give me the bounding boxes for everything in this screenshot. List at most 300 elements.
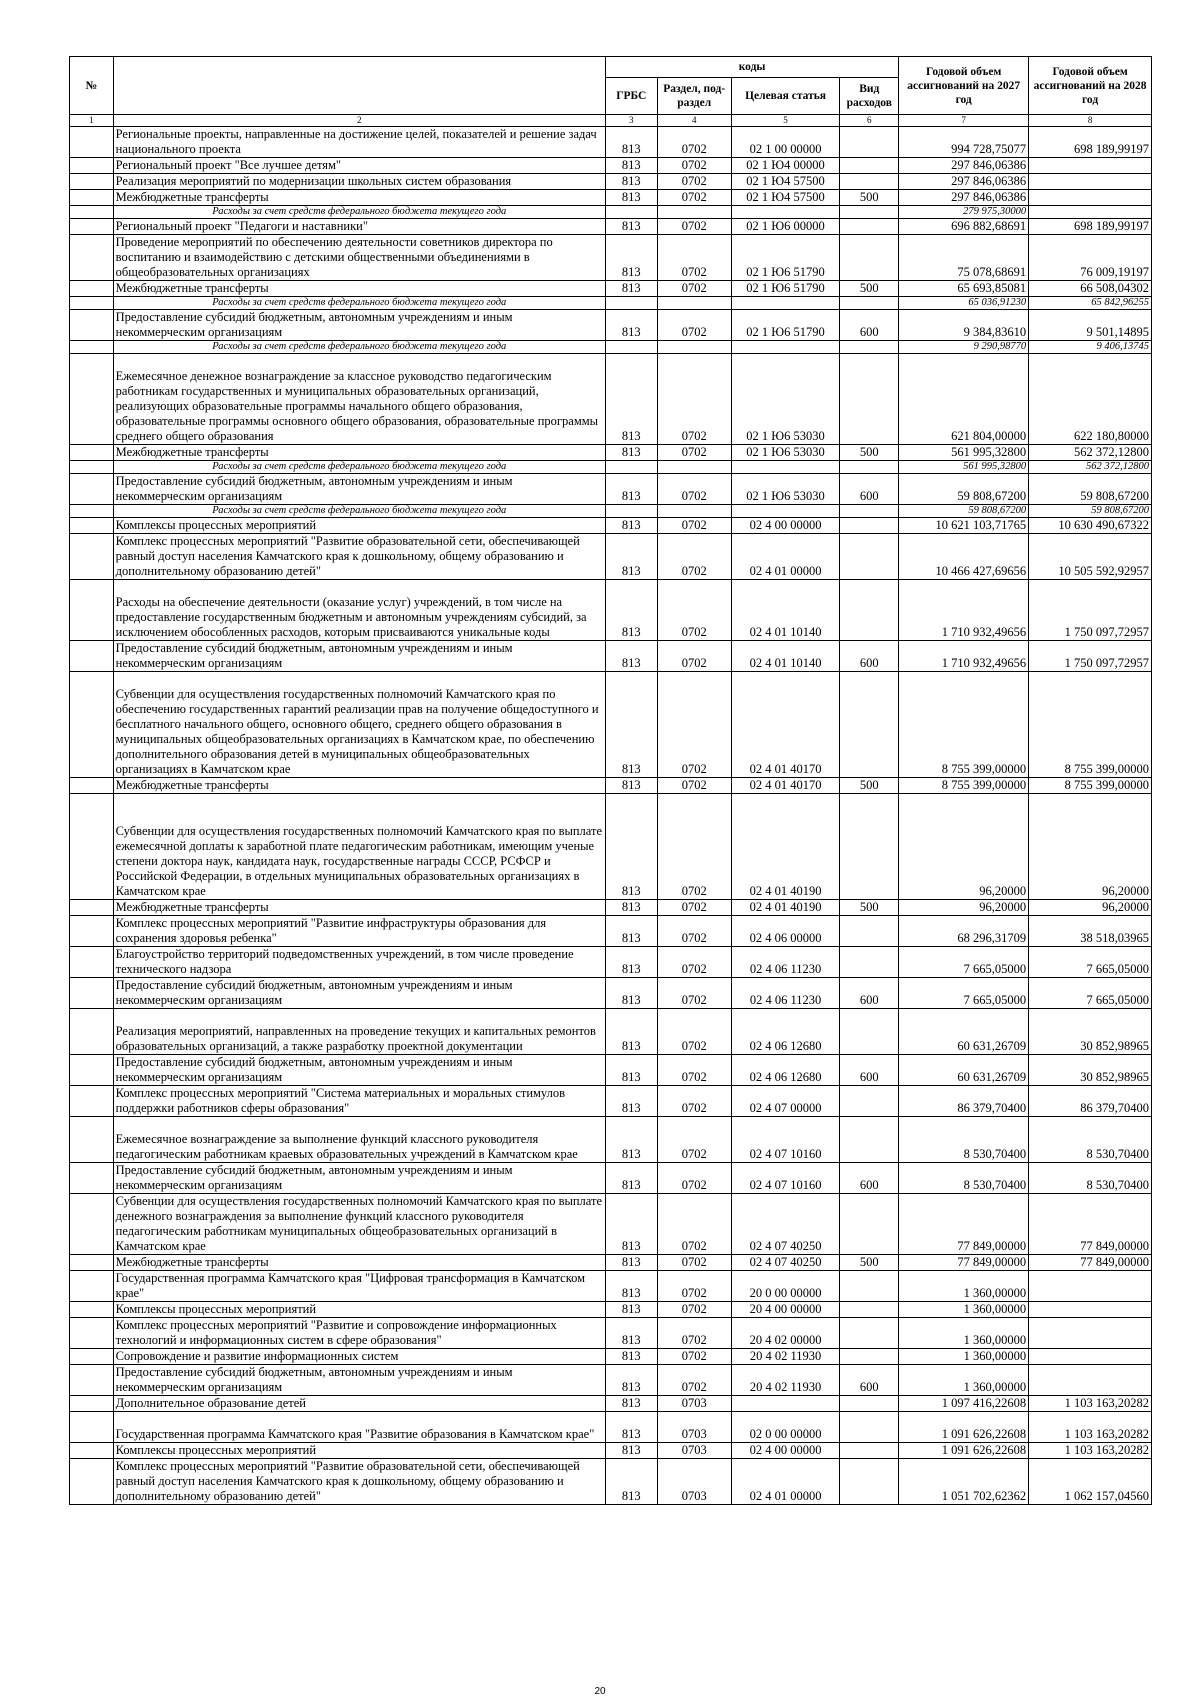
expense-type-cell [840,1302,899,1318]
amount-2028-cell: 1 103 163,20282 [1029,1396,1152,1412]
amount-2028-cell: 9 501,14895 [1029,310,1152,341]
amount-2027-cell: 96,20000 [899,900,1029,916]
section-cell: 0702 [657,174,731,190]
row-name-cell: Субвенции для осуществления государственных полномочий Камчатского края по выплате денежного вознаграждения за выполнение функций классного руководителя педагогическим работникам муниципальных общеобразовательных организаций в Камчатском крае [113,1194,605,1255]
amount-2027-cell: 7 665,05000 [899,947,1029,978]
amount-2028-cell: 1 103 163,20282 [1029,1412,1152,1443]
target-article-cell: 02 1 Ю6 53030 [731,354,840,445]
table-row [70,947,1152,978]
table-row [70,1302,1152,1318]
row-name-cell: Расходы на обеспечение деятельности (оказание услуг) учреждений, в том числе на предоставление государственным бюджетным и автономным учреждениям субсидий, за исключением обособленных расходов, которым присваиваются уникальные коды [113,580,605,641]
row-name-cell: Межбюджетные трансферты [113,281,605,297]
section-cell: 0702 [657,672,731,778]
amount-2028-cell: 77 849,00000 [1029,1255,1152,1271]
federal-funds-row [70,461,1152,474]
federal-funds-row [70,341,1152,354]
amount-2028-cell: 622 180,80000 [1029,354,1152,445]
row-number-cell [70,1194,114,1255]
expense-type-cell [840,235,899,281]
amount-2027-cell: 75 078,68691 [899,235,1029,281]
row-name-cell: Предоставление субсидий бюджетным, автономным учреждениям и иным некоммерческим организациям [113,1055,605,1086]
section-cell: 0702 [657,534,731,580]
grbs-cell: 813 [605,281,657,297]
grbs-cell: 813 [605,1009,657,1055]
amount-2028-cell: 96,20000 [1029,900,1152,916]
amount-2027-cell: 65 693,85081 [899,281,1029,297]
target-article-cell: 02 1 Ю6 53030 [731,474,840,505]
section-cell [657,505,731,518]
section-cell: 0702 [657,474,731,505]
target-article-cell [731,1396,840,1412]
expense-type-cell [840,1009,899,1055]
row-number-cell [70,310,114,341]
target-article-cell [731,206,840,219]
row-name-cell: Дополнительное образование детей [113,1396,605,1412]
section-cell: 0702 [657,1318,731,1349]
target-article-cell: 02 4 01 40170 [731,778,840,794]
row-name-cell: Предоставление субсидий бюджетным, автономным учреждениям и иным некоммерческим организациям [113,1163,605,1194]
row-number-cell [70,1318,114,1349]
row-name-cell: Межбюджетные трансферты [113,778,605,794]
amount-2028-cell: 38 518,03965 [1029,916,1152,947]
section-cell: 0702 [657,127,731,158]
grbs-cell: 813 [605,778,657,794]
col-num: 1 [70,115,114,127]
amount-2027-cell: 1 091 626,22608 [899,1412,1029,1443]
section-cell: 0702 [657,219,731,235]
section-cell: 0702 [657,1009,731,1055]
table-row [70,1318,1152,1349]
row-name-cell: Комплексы процессных мероприятий [113,518,605,534]
row-name-cell: Ежемесячное денежное вознаграждение за классное руководство педагогическим работникам государственных и муниципальных образовательных организаций, реализующих образовательные программы начального общего образования, образовательные программы основного общего образования, образовательные программы среднего общего образования [113,354,605,445]
target-article-cell: 02 4 06 12680 [731,1055,840,1086]
amount-2028-cell: 1 750 097,72957 [1029,641,1152,672]
row-number-cell [70,1459,114,1505]
row-name-cell: Комплекс процессных мероприятий "Развитие образовательной сети, обеспечивающей равный доступ населения Камчатского края к дошкольному, общему образованию и дополнительному образованию детей" [113,534,605,580]
amount-2027-cell: 696 882,68691 [899,219,1029,235]
row-name-cell: Государственная программа Камчатского края "Развитие образования в Камчатском крае" [113,1412,605,1443]
table-row [70,534,1152,580]
row-name-cell: Комплекс процессных мероприятий "Система материальных и моральных стимулов поддержки работников сферы образования" [113,1086,605,1117]
col-num: 8 [1029,115,1152,127]
target-article-cell: 02 4 06 11230 [731,978,840,1009]
expense-type-cell: 500 [840,900,899,916]
amount-2028-cell: 8 755 399,00000 [1029,672,1152,778]
amount-2028-cell: 65 842,96255 [1029,297,1152,310]
row-name-cell: Расходы за счет средств федерального бюджета текущего года [113,297,605,310]
row-name-cell: Комплексы процессных мероприятий [113,1302,605,1318]
amount-2028-cell: 59 808,67200 [1029,505,1152,518]
grbs-cell [605,505,657,518]
page-number: 20 [594,1686,606,1697]
section-cell: 0702 [657,641,731,672]
row-number-cell [70,1117,114,1163]
amount-2027-cell: 10 621 103,71765 [899,518,1029,534]
row-name-cell: Региональный проект "Педагоги и наставники" [113,219,605,235]
table-row [70,916,1152,947]
header-exp-type: Вид расходов [840,78,899,115]
target-article-cell: 02 4 01 40170 [731,672,840,778]
row-number-cell [70,1396,114,1412]
header-2028: Годовой объем ассигнований на 2028 год [1029,57,1152,115]
col-num: 6 [840,115,899,127]
amount-2027-cell: 7 665,05000 [899,978,1029,1009]
table-row [70,445,1152,461]
amount-2028-cell: 86 379,70400 [1029,1086,1152,1117]
grbs-cell: 813 [605,1365,657,1396]
row-number-cell [70,461,114,474]
grbs-cell: 813 [605,354,657,445]
amount-2027-cell: 77 849,00000 [899,1255,1029,1271]
table-row [70,978,1152,1009]
federal-funds-row [70,206,1152,219]
grbs-cell: 813 [605,947,657,978]
expense-type-cell [840,158,899,174]
section-cell [657,461,731,474]
amount-2027-cell: 1 710 932,49656 [899,580,1029,641]
section-cell: 0702 [657,1365,731,1396]
target-article-cell: 02 4 01 40190 [731,900,840,916]
grbs-cell: 813 [605,1086,657,1117]
grbs-cell [605,461,657,474]
section-cell: 0702 [657,1055,731,1086]
row-number-cell [70,1163,114,1194]
expense-type-cell [840,1412,899,1443]
section-cell: 0703 [657,1443,731,1459]
amount-2027-cell: 621 804,00000 [899,354,1029,445]
col-num: 5 [731,115,840,127]
amount-2028-cell: 77 849,00000 [1029,1194,1152,1255]
amount-2028-cell [1029,158,1152,174]
col-num: 7 [899,115,1029,127]
table-row [70,281,1152,297]
row-number-cell [70,235,114,281]
col-num: 4 [657,115,731,127]
table-row [70,580,1152,641]
amount-2028-cell: 9 406,13745 [1029,341,1152,354]
target-article-cell: 02 4 01 00000 [731,534,840,580]
table-row [70,1009,1152,1055]
amount-2028-cell: 8 530,70400 [1029,1117,1152,1163]
row-name-cell: Расходы за счет средств федерального бюджета текущего года [113,461,605,474]
section-cell: 0702 [657,158,731,174]
grbs-cell [605,297,657,310]
grbs-cell: 813 [605,794,657,900]
table-row [70,1194,1152,1255]
amount-2027-cell: 8 755 399,00000 [899,778,1029,794]
table-row [70,518,1152,534]
table-row [70,1365,1152,1396]
section-cell: 0702 [657,518,731,534]
row-number-cell [70,474,114,505]
row-number-cell [70,794,114,900]
amount-2028-cell: 10 505 592,92957 [1029,534,1152,580]
row-name-cell: Государственная программа Камчатского края "Цифровая трансформация в Камчатском крае" [113,1271,605,1302]
grbs-cell: 813 [605,900,657,916]
row-name-cell: Комплекс процессных мероприятий "Развитие образовательной сети, обеспечивающей равный доступ населения Камчатского края к дошкольному, общему образованию и дополнительному образованию детей" [113,1459,605,1505]
amount-2028-cell: 8 755 399,00000 [1029,778,1152,794]
table-row [70,900,1152,916]
target-article-cell [731,341,840,354]
table-row [70,1412,1152,1443]
section-cell: 0702 [657,1302,731,1318]
amount-2028-cell [1029,174,1152,190]
row-name-cell: Расходы за счет средств федерального бюджета текущего года [113,341,605,354]
amount-2028-cell [1029,1271,1152,1302]
grbs-cell: 813 [605,1349,657,1365]
amount-2027-cell: 994 728,75077 [899,127,1029,158]
amount-2028-cell: 10 630 490,67322 [1029,518,1152,534]
amount-2028-cell: 30 852,98965 [1029,1055,1152,1086]
row-name-cell: Межбюджетные трансферты [113,1255,605,1271]
table-row [70,1396,1152,1412]
row-number-cell [70,580,114,641]
amount-2027-cell: 561 995,32800 [899,461,1029,474]
target-article-cell: 02 1 00 00000 [731,127,840,158]
target-article-cell: 02 1 Ю6 53030 [731,445,840,461]
row-number-cell [70,445,114,461]
header-grbs: ГРБС [605,78,657,115]
expense-type-cell [840,297,899,310]
row-name-cell: Ежемесячное вознаграждение за выполнение функций классного руководителя педагогическим работникам краевых образовательных учреждений в Камчатском крае [113,1117,605,1163]
row-name-cell: Межбюджетные трансферты [113,445,605,461]
section-cell: 0702 [657,1086,731,1117]
grbs-cell: 813 [605,1117,657,1163]
amount-2028-cell: 698 189,99197 [1029,127,1152,158]
table-row [70,354,1152,445]
amount-2027-cell: 9 290,98770 [899,341,1029,354]
expense-type-cell [840,947,899,978]
row-number-cell [70,1086,114,1117]
header-2027: Годовой объем ассигнований на 2027 год [899,57,1029,115]
amount-2027-cell: 297 846,06386 [899,158,1029,174]
amount-2027-cell: 68 296,31709 [899,916,1029,947]
amount-2028-cell [1029,1365,1152,1396]
row-name-cell: Расходы за счет средств федерального бюджета текущего года [113,505,605,518]
target-article-cell: 02 4 07 40250 [731,1194,840,1255]
amount-2027-cell: 96,20000 [899,794,1029,900]
expense-type-cell [840,518,899,534]
grbs-cell [605,341,657,354]
expense-type-cell: 600 [840,474,899,505]
expense-type-cell: 500 [840,1255,899,1271]
section-cell: 0702 [657,235,731,281]
amount-2028-cell: 7 665,05000 [1029,947,1152,978]
amount-2027-cell: 1 097 416,22608 [899,1396,1029,1412]
table-row [70,127,1152,158]
grbs-cell: 813 [605,1163,657,1194]
row-number-cell [70,916,114,947]
grbs-cell: 813 [605,641,657,672]
col-num: 2 [113,115,605,127]
header-codes: коды [605,57,898,78]
row-name-cell: Региональные проекты, направленные на достижение целей, показателей и решение задач национального проекта [113,127,605,158]
target-article-cell: 02 4 06 11230 [731,947,840,978]
row-name-cell: Предоставление субсидий бюджетным, автономным учреждениям и иным некоммерческим организациям [113,1365,605,1396]
grbs-cell: 813 [605,1255,657,1271]
target-article-cell: 20 4 02 11930 [731,1365,840,1396]
row-name-cell: Сопровождение и развитие информационных систем [113,1349,605,1365]
table-row [70,174,1152,190]
grbs-cell: 813 [605,235,657,281]
amount-2028-cell [1029,206,1152,219]
expense-type-cell [840,354,899,445]
row-number-cell [70,1302,114,1318]
expense-type-cell [840,580,899,641]
expense-type-cell: 600 [840,978,899,1009]
target-article-cell: 02 1 Ю4 57500 [731,174,840,190]
table-row [70,641,1152,672]
table-row [70,794,1152,900]
row-number-cell [70,978,114,1009]
target-article-cell: 02 4 06 00000 [731,916,840,947]
federal-funds-row [70,297,1152,310]
table-row [70,158,1152,174]
target-article-cell: 02 1 Ю6 51790 [731,235,840,281]
row-number-cell [70,1443,114,1459]
row-name-cell: Благоустройство территорий подведомственных учреждений, в том числе проведение технического надзора [113,947,605,978]
row-name-cell: Предоставление субсидий бюджетным, автономным учреждениям и иным некоммерческим организациям [113,978,605,1009]
row-number-cell [70,518,114,534]
section-cell: 0702 [657,310,731,341]
row-number-cell [70,672,114,778]
target-article-cell: 02 4 00 00000 [731,518,840,534]
col-num: 3 [605,115,657,127]
grbs-cell: 813 [605,1412,657,1443]
amount-2027-cell: 8 530,70400 [899,1117,1029,1163]
amount-2028-cell: 7 665,05000 [1029,978,1152,1009]
target-article-cell: 02 4 06 12680 [731,1009,840,1055]
amount-2028-cell: 1 750 097,72957 [1029,580,1152,641]
grbs-cell: 813 [605,1271,657,1302]
expense-type-cell: 600 [840,310,899,341]
amount-2027-cell: 60 631,26709 [899,1009,1029,1055]
grbs-cell: 813 [605,1396,657,1412]
target-article-cell: 02 4 01 40190 [731,794,840,900]
section-cell: 0702 [657,445,731,461]
row-number-cell [70,174,114,190]
expense-type-cell [840,1086,899,1117]
row-number-cell [70,778,114,794]
grbs-cell: 813 [605,310,657,341]
row-name-cell: Межбюджетные трансферты [113,190,605,206]
expense-type-cell: 600 [840,641,899,672]
section-cell: 0702 [657,1349,731,1365]
expense-type-cell: 500 [840,281,899,297]
row-name-cell: Предоставление субсидий бюджетным, автономным учреждениям и иным некоммерческим организациям [113,474,605,505]
amount-2028-cell: 8 530,70400 [1029,1163,1152,1194]
table-row [70,1349,1152,1365]
section-cell: 0702 [657,916,731,947]
expense-type-cell [840,1194,899,1255]
section-cell: 0702 [657,281,731,297]
amount-2028-cell [1029,1318,1152,1349]
target-article-cell [731,461,840,474]
amount-2028-cell: 30 852,98965 [1029,1009,1152,1055]
section-cell: 0702 [657,580,731,641]
amount-2028-cell [1029,1349,1152,1365]
table-row [70,1117,1152,1163]
target-article-cell: 02 1 Ю6 51790 [731,310,840,341]
amount-2028-cell: 698 189,99197 [1029,219,1152,235]
row-number-cell [70,206,114,219]
row-number-cell [70,1349,114,1365]
target-article-cell: 20 4 00 00000 [731,1302,840,1318]
expense-type-cell [840,341,899,354]
row-number-cell [70,1009,114,1055]
amount-2028-cell: 1 062 157,04560 [1029,1459,1152,1505]
federal-funds-row [70,505,1152,518]
expense-type-cell: 500 [840,778,899,794]
grbs-cell: 813 [605,580,657,641]
target-article-cell: 02 4 07 10160 [731,1163,840,1194]
amount-2027-cell: 77 849,00000 [899,1194,1029,1255]
row-number-cell [70,900,114,916]
target-article-cell: 02 1 Ю6 51790 [731,281,840,297]
row-number-cell [70,947,114,978]
row-name-cell: Реализация мероприятий по модернизации школьных систем образования [113,174,605,190]
amount-2027-cell: 1 360,00000 [899,1365,1029,1396]
target-article-cell: 20 4 02 11930 [731,1349,840,1365]
grbs-cell: 813 [605,219,657,235]
row-number-cell [70,534,114,580]
table-row [70,235,1152,281]
target-article-cell: 02 1 Ю4 00000 [731,158,840,174]
row-number-cell [70,505,114,518]
section-cell: 0702 [657,1255,731,1271]
amount-2027-cell: 8 755 399,00000 [899,672,1029,778]
header-name [113,57,605,115]
expense-type-cell [840,1349,899,1365]
section-cell: 0702 [657,190,731,206]
target-article-cell: 02 4 01 10140 [731,641,840,672]
expense-type-cell: 500 [840,445,899,461]
target-article-cell: 02 4 07 10160 [731,1117,840,1163]
expense-type-cell [840,505,899,518]
expense-type-cell [840,1271,899,1302]
section-cell: 0702 [657,778,731,794]
table-row [70,474,1152,505]
header-target: Целевая статья [731,78,840,115]
row-number-cell [70,354,114,445]
amount-2027-cell: 1 360,00000 [899,1349,1029,1365]
grbs-cell: 813 [605,534,657,580]
target-article-cell: 02 1 Ю4 57500 [731,190,840,206]
row-number-cell [70,1365,114,1396]
amount-2027-cell: 60 631,26709 [899,1055,1029,1086]
grbs-cell: 813 [605,1443,657,1459]
row-number-cell [70,219,114,235]
amount-2028-cell: 562 372,12800 [1029,461,1152,474]
expense-type-cell [840,1117,899,1163]
amount-2027-cell: 8 530,70400 [899,1163,1029,1194]
target-article-cell: 02 4 01 10140 [731,580,840,641]
expense-type-cell [840,206,899,219]
grbs-cell [605,206,657,219]
target-article-cell: 02 4 00 00000 [731,1443,840,1459]
section-cell: 0702 [657,354,731,445]
expense-type-cell [840,672,899,778]
row-number-cell [70,641,114,672]
section-cell: 0702 [657,900,731,916]
header-num: № [70,57,114,115]
table-row [70,1055,1152,1086]
grbs-cell: 813 [605,474,657,505]
expense-type-cell [840,219,899,235]
amount-2027-cell: 65 036,91230 [899,297,1029,310]
expense-type-cell: 600 [840,1365,899,1396]
row-name-cell: Предоставление субсидий бюджетным, автономным учреждениям и иным некоммерческим организациям [113,641,605,672]
